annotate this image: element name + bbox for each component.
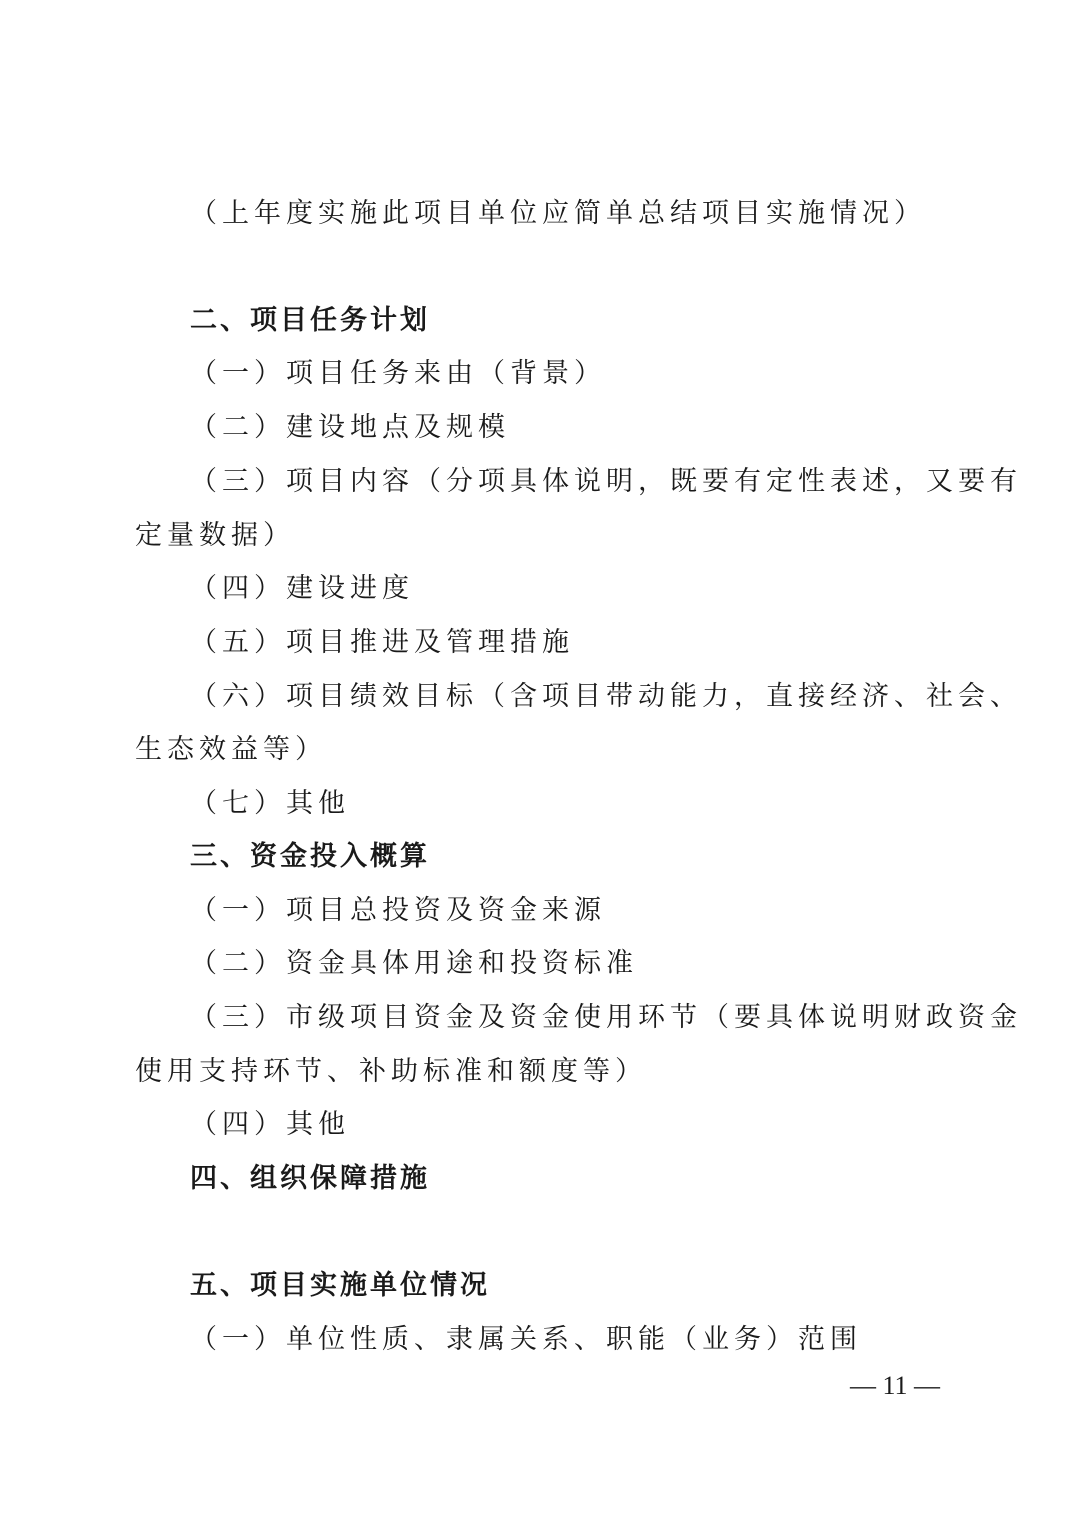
previous-year-note: （上年度实施此项目单位应简单总结项目实施情况） — [190, 198, 926, 229]
subsection-2-1: （一）项目任务来由（背景） — [190, 358, 606, 389]
subsection-2-4: （四）建设进度 — [190, 573, 414, 604]
section-heading-2: 二、项目任务计划 — [190, 305, 430, 336]
subsection-2-3-continued: 定量数据） — [135, 520, 295, 551]
subsection-3-2: （二）资金具体用途和投资标准 — [190, 948, 638, 979]
page-number: — 11 — — [850, 1371, 941, 1400]
subsection-3-4: （四）其他 — [190, 1109, 350, 1140]
subsection-5-1: （一）单位性质、隶属关系、职能（业务）范围 — [190, 1324, 862, 1355]
subsection-2-5: （五）项目推进及管理措施 — [190, 627, 574, 658]
subsection-3-1: （一）项目总投资及资金来源 — [190, 895, 606, 926]
subsection-2-7: （七）其他 — [190, 788, 350, 819]
section-heading-3: 三、资金投入概算 — [190, 841, 430, 872]
section-heading-5: 五、项目实施单位情况 — [190, 1270, 490, 1301]
subsection-2-6-continued: 生态效益等） — [135, 734, 327, 765]
subsection-3-3-continued: 使用支持环节、补助标准和额度等） — [135, 1056, 647, 1087]
subsection-3-3: （三）市级项目资金及资金使用环节（要具体说明财政资金 — [190, 1002, 1022, 1033]
subsection-2-2: （二）建设地点及规模 — [190, 412, 510, 443]
subsection-2-3: （三）项目内容（分项具体说明，既要有定性表述，又要有 — [190, 466, 1022, 497]
subsection-2-6: （六）项目绩效目标（含项目带动能力，直接经济、社会、 — [190, 681, 1022, 712]
section-heading-4: 四、组织保障措施 — [190, 1163, 430, 1194]
